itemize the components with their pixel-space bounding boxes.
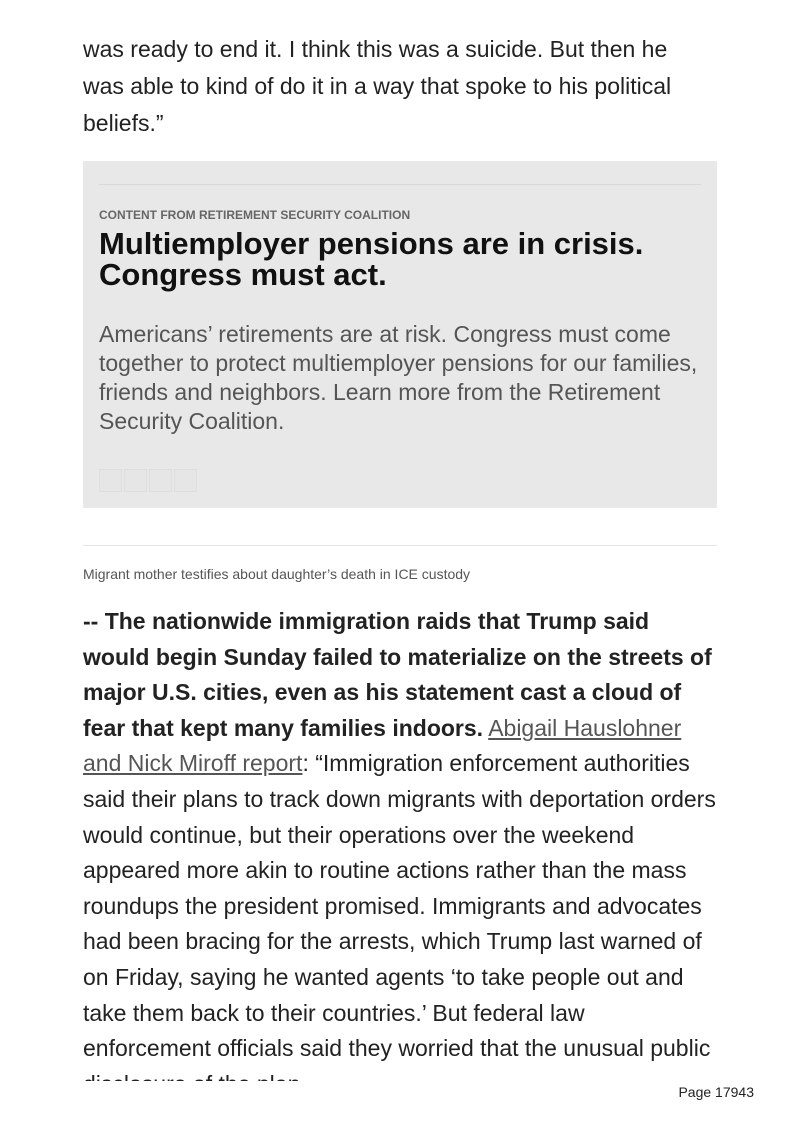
ad-headline[interactable]: Multiemployer pensions are in crisis. Congress must act. [99, 226, 644, 292]
share-icon-placeholder[interactable] [174, 469, 197, 492]
share-icon-placeholder[interactable] [99, 469, 122, 492]
share-icon-placeholder[interactable] [149, 469, 172, 492]
ad-body-text: Americans’ retirements are at risk. Congress must come together to protect multiemployer pensions for our families, friends and neighbors. Learn more from the Retirement Security Coalition. [99, 321, 698, 434]
section-divider [83, 545, 717, 546]
page-number: Page 17943 [678, 1084, 754, 1100]
video-caption[interactable]: Migrant mother testifies about daughter’s death in ICE custody [83, 566, 471, 582]
article-paragraph [83, 604, 717, 1102]
page-bottom-mask [0, 1081, 794, 1123]
article-source-link[interactable]: Abigail Hauslohner and Nick Miroff report [83, 714, 682, 777]
ad-divider [99, 184, 701, 185]
intro-paragraph: was ready to end it. I think this was a suicide. But then he was able to kind of do it in a way that spoke to his political beliefs.” [83, 36, 672, 136]
article-body: : “Immigration enforcement authorities said their plans to track down migrants with deportation orders would continue, but their operations over the weekend appeared more akin to routine actions rather than the mass roundups the president promised. Immigrants and advocates had been bracing for the arrests, which Trump last warned of on Friday, saying he wanted agents ‘to take people out and take them back to their countries.’ But federal law enforcement officials said they worried that the unusual public [83, 750, 716, 1062]
ad-share-icons [99, 469, 197, 492]
sponsored-content-box[interactable] [83, 161, 717, 508]
share-icon-placeholder[interactable] [124, 469, 147, 492]
article-lead: -- The nationwide immigration raids that Trump said would begin Sunday failed to materialize on the streets of major U.S. cities, even as his statement cast a cloud of fear that kept many families indoors. [83, 608, 712, 741]
ad-sponsor-label: CONTENT FROM RETIREMENT SECURITY COALITION [99, 208, 411, 222]
